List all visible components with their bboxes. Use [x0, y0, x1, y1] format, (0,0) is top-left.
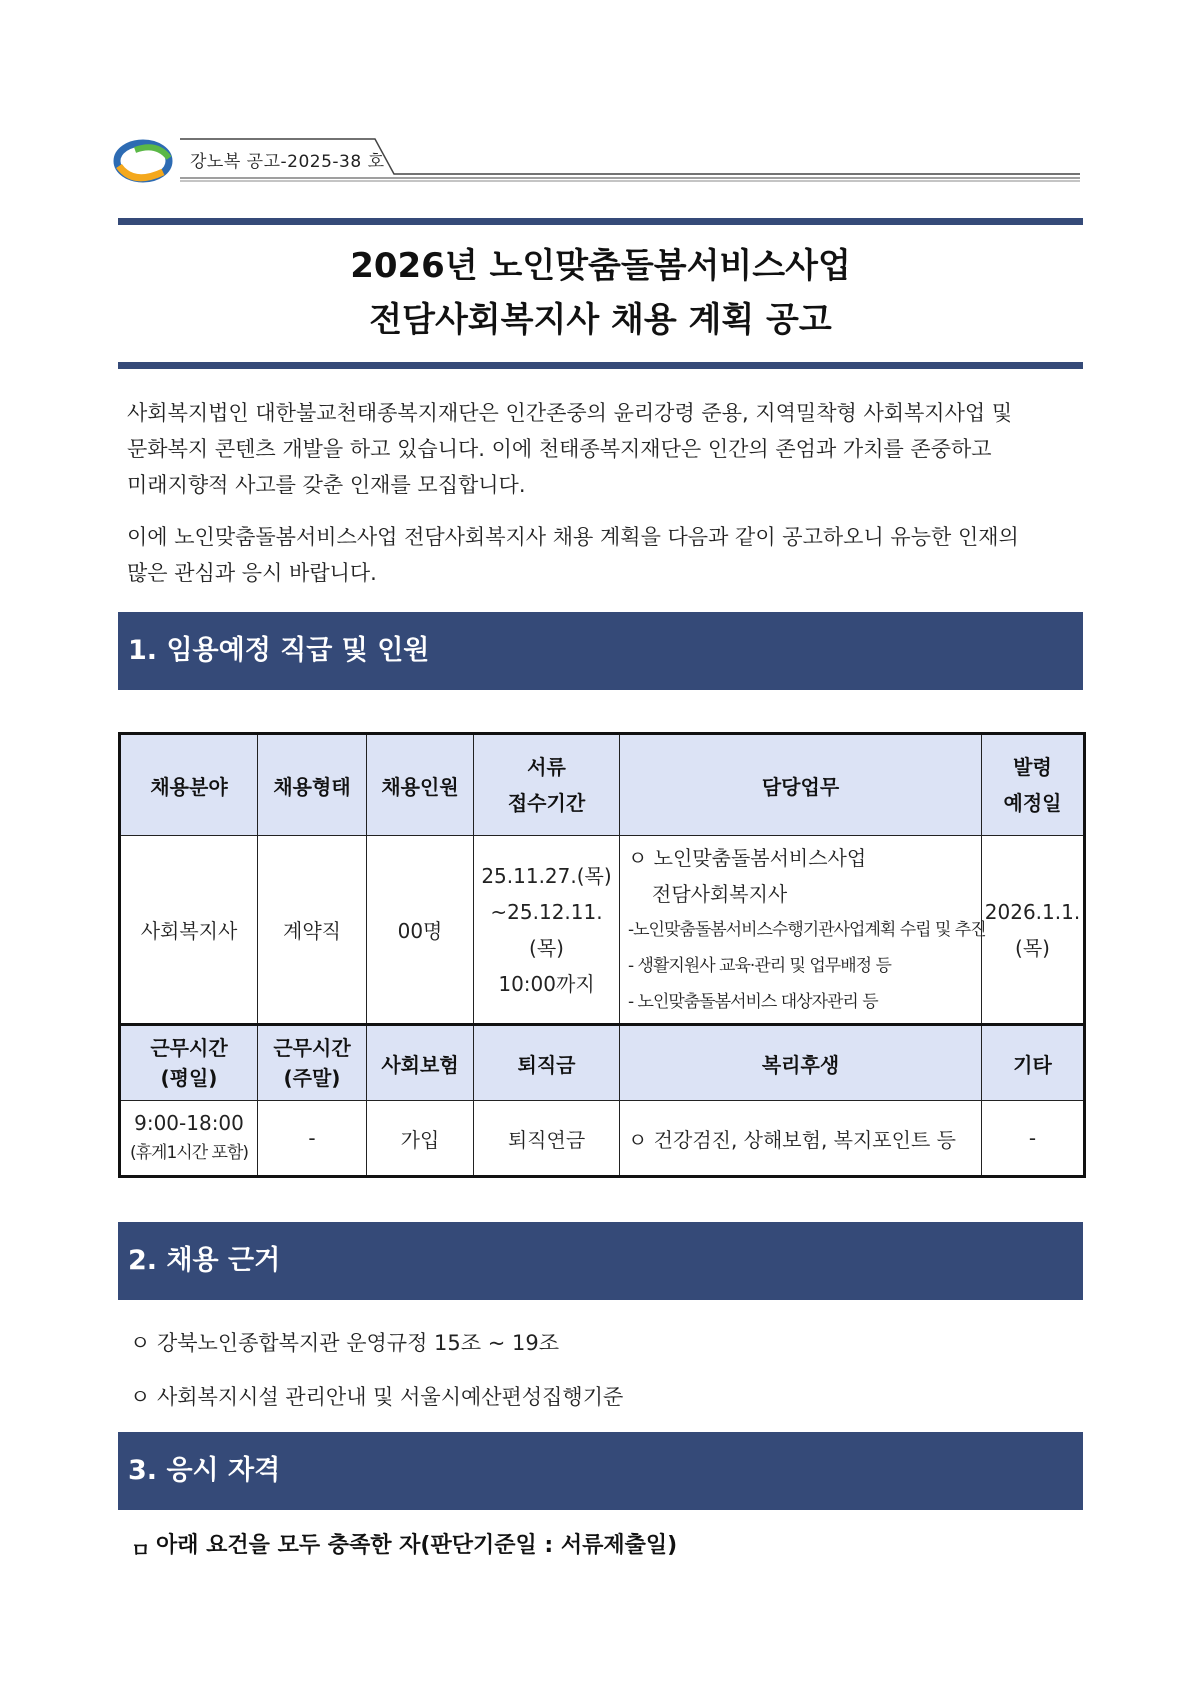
- page-title-line-1: 2026년 노인맞춤돌봄서비스사업: [350, 246, 851, 286]
- cell-type: 계약직: [258, 836, 367, 1025]
- cell-welfare: ㅇ 건강검진, 상해보험, 복지포인트 등: [620, 1101, 982, 1177]
- header-type: 채용형태: [258, 734, 367, 836]
- cell-appointment-date: 2026.1.1. (목): [982, 836, 1085, 1025]
- header-weekday-hours: 근무시간 (평일): [120, 1025, 258, 1101]
- cell-social-insurance: 가입: [367, 1101, 474, 1177]
- cell-etc: -: [982, 1101, 1085, 1177]
- header-social-insurance: 사회보험: [367, 1025, 474, 1101]
- section-3-heading: 3. 응시 자격: [118, 1432, 1083, 1510]
- table-header-row-2: [120, 1025, 1085, 1101]
- square-bullet: ㅁ: [131, 1538, 151, 1562]
- page-title-line-2: 전담사회복지사 채용 계획 공고: [369, 300, 832, 340]
- section-2-heading: 2. 채용 근거: [118, 1222, 1083, 1300]
- header-severance: 퇴직금: [474, 1025, 620, 1101]
- header-count: 채용인원: [367, 734, 474, 836]
- title-top-rule: [118, 218, 1083, 225]
- table-row: [120, 836, 1085, 1025]
- header-etc: 기타: [982, 1025, 1085, 1101]
- header-welfare: 복리후생: [620, 1025, 982, 1101]
- list-item: ㅇ 강북노인종합복지관 운영규정 15조 ~ 19조: [130, 1331, 559, 1355]
- title-bottom-rule: [118, 362, 1083, 369]
- organization-logo: [113, 136, 177, 186]
- cell-duty: ㅇ 노인맞춤돌봄서비스사업 전담사회복지사 -노인맞춤돌봄서비스수행기관사업계획 수립 및 추진 - 생활지원사 교육·관리 및 업무배정 등 - 노인맞춤돌봄서비스 대상자관리 등: [620, 836, 982, 1025]
- recruitment-table: [118, 732, 1086, 1178]
- table-header-row-1: [120, 734, 1085, 836]
- header-duty: 담당업무: [620, 734, 982, 836]
- table-row: [120, 1101, 1085, 1177]
- cell-period: 25.11.27.(목) ~25.12.11.(목) 10:00까지: [474, 836, 620, 1025]
- cell-severance: 퇴직연금: [474, 1101, 620, 1177]
- intro-paragraph-2: 이에 노인맞춤돌봄서비스사업 전담사회복지사 채용 계획을 다음과 같이 공고하오니 유능한 인재의 많은 관심과 응시 바랍니다.: [127, 525, 1019, 585]
- header-field: 채용분야: [120, 734, 258, 836]
- cell-weekend-hours: -: [258, 1101, 367, 1177]
- header-weekend-hours: 근무시간 (주말): [258, 1025, 367, 1101]
- eligibility-requirement: 아래 요건을 모두 충족한 자(판단기준일 : 서류제출일): [156, 1533, 678, 1558]
- cell-weekday-hours: 9:00-18:00 (휴게1시간 포함): [120, 1101, 258, 1177]
- intro-paragraph-1: 사회복지법인 대한불교천태종복지재단은 인간존중의 윤리강령 준용, 지역밀착형 사회복지사업 및 문화복지 콘텐츠 개발을 하고 있습니다. 이에 천태종복지재단은 인간의 존엄과 가치를 존중하고 미래지향적 사고를 갖춘 인재를 모집합니다.: [127, 401, 1013, 497]
- list-item: ㅇ 사회복지시설 관리안내 및 서울시예산편성집행기준: [130, 1385, 624, 1409]
- header-appointment-date: 발령 예정일: [982, 734, 1085, 836]
- header-period: 서류 접수기간: [474, 734, 620, 836]
- cell-count: 00명: [367, 836, 474, 1025]
- cell-field: 사회복지사: [120, 836, 258, 1025]
- section-1-heading: 1. 임용예정 직급 및 인원: [118, 612, 1083, 690]
- notice-number: 강노복 공고-2025-38 호: [190, 152, 385, 172]
